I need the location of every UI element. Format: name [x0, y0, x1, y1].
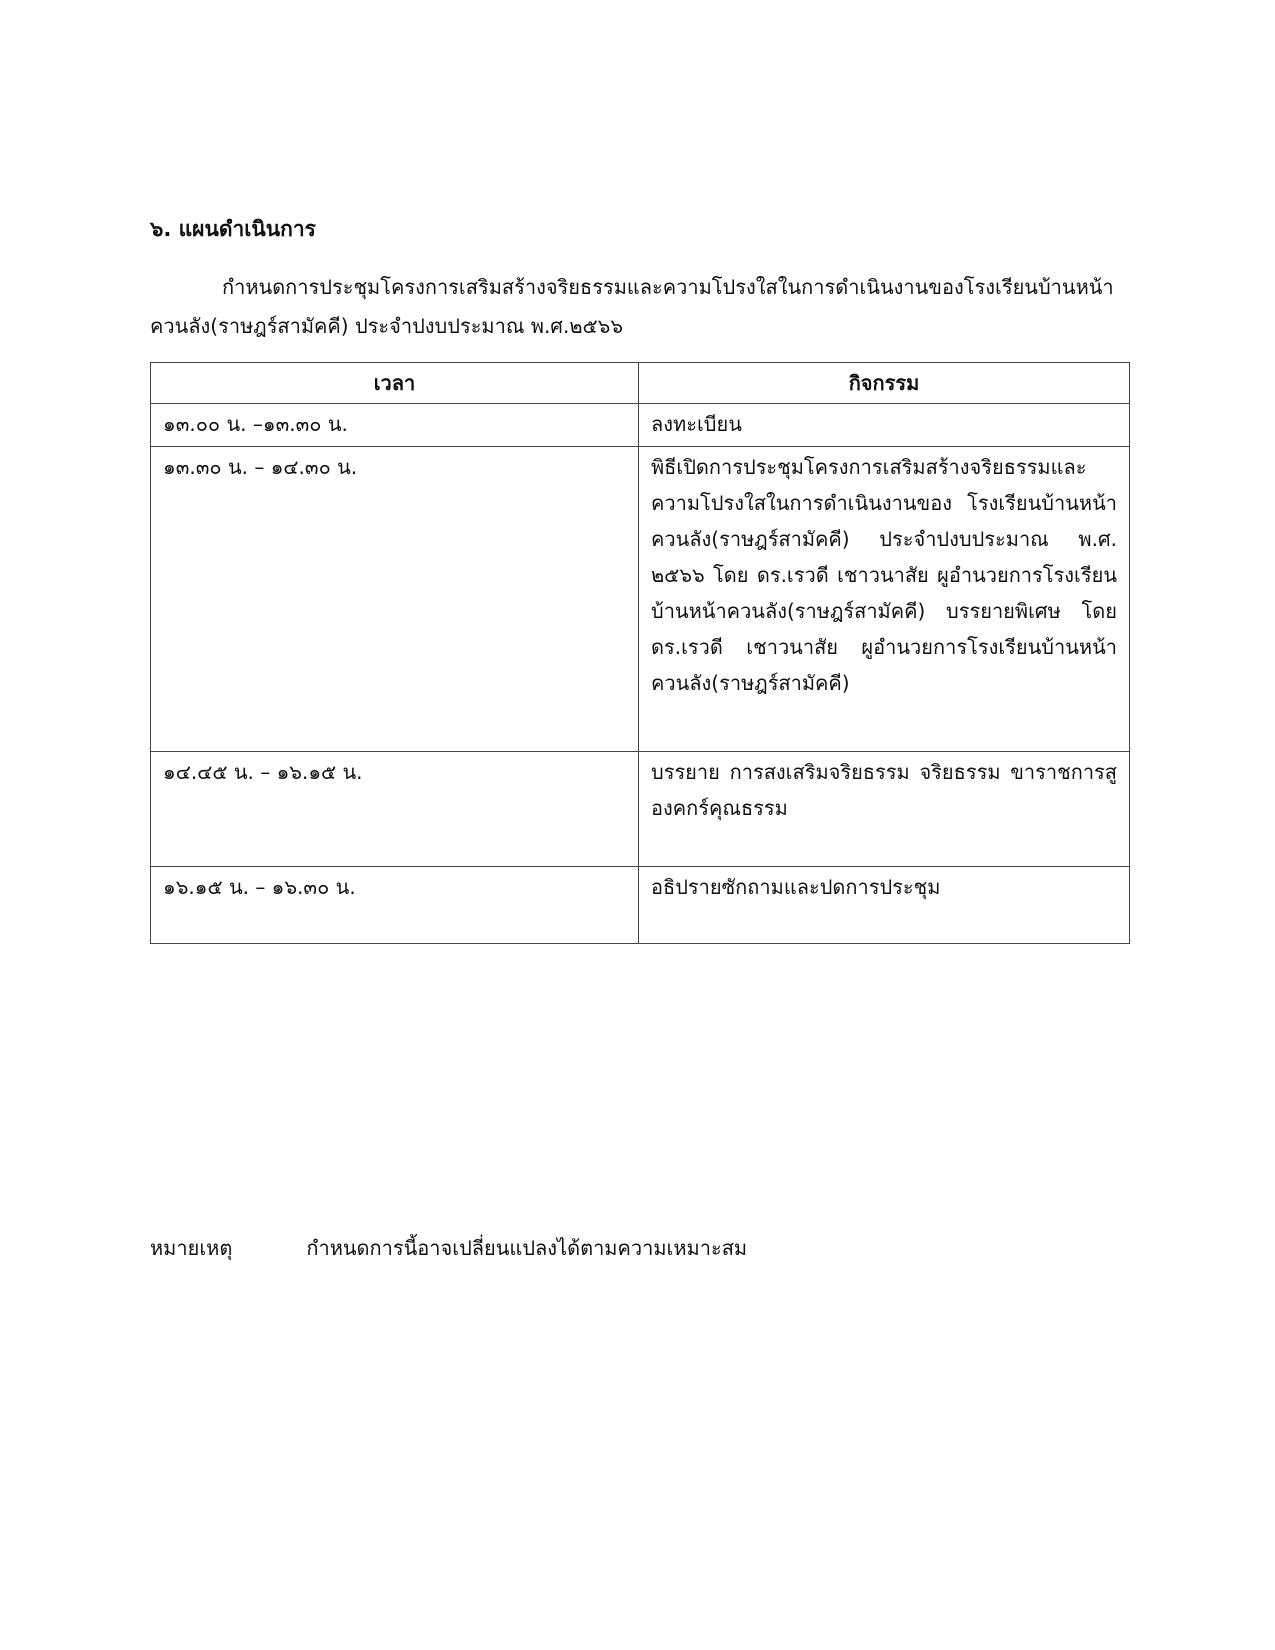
table-row — [151, 752, 1130, 867]
activity-cell: บรรยาย การสงเสริมจริยธรรม จริยธรรม ขาราชการสูองคกร์คุณธรรม — [639, 752, 1130, 867]
schedule-table — [150, 362, 1130, 944]
note-text: กำหนดการนี้อาจเปลี่ยนแปลงได้ตามความเหมาะสม — [306, 1236, 748, 1260]
intro-paragraph — [150, 268, 1130, 346]
table-row — [151, 867, 1130, 944]
table-header-row — [151, 363, 1130, 404]
section-heading: ๖. แผนดำเนินการ — [150, 217, 316, 241]
note-label: หมายเหตุ — [150, 1236, 233, 1260]
intro-line-2: ควนลัง(ราษฎร์สามัคคี) ประจำปงบประมาณ พ.ศ.๒๕๖๖ — [150, 314, 624, 338]
column-header-activity: กิจกรรม — [639, 363, 1130, 404]
activity-cell: ลงทะเบียน — [639, 404, 1130, 447]
activity-cell: อธิปรายซักถามและปดการประชุม — [639, 867, 1130, 944]
intro-line-1: กำหนดการประชุมโครงการเสริมสร้างจริยธรรมและความโปรงใสในการดำเนินงานของโรงเรียนบ้านหน้า — [222, 275, 1114, 299]
time-cell: ๑๓.๐๐ น. –๑๓.๓๐ น. — [151, 404, 639, 447]
table-row — [151, 404, 1130, 447]
time-cell: ๑๔.๔๕ น. – ๑๖.๑๕ น. — [151, 752, 639, 867]
time-cell: ๑๓.๓๐ น. – ๑๔.๓๐ น. — [151, 447, 639, 752]
activity-cell: พิธีเปิดการประชุมโครงการเสริมสร้างจริยธรรมและความโปรงใสในการดำเนินงานของ โรงเรียนบ้านหน้าควนลัง(ราษฎร์สามัคคี) ประจำปงบประมาณ พ.ศ. ๒๕๖๖ โดย ดร.เรวดี เชาวนาสัย ผูอำนวยการโรงเรียนบ้านหน้าควนลัง(ราษฎร์สามัคคี) บรรยายพิเศษ โดย ดร.เรวดี เชาวนาสัย ผูอำนวยการโรงเรียนบ้านหน้าควนลัง(ราษฎร์สามัคคี) — [639, 447, 1130, 752]
column-header-time: เวลา — [151, 363, 639, 404]
note — [150, 1230, 747, 1266]
table-row — [151, 447, 1130, 752]
time-cell: ๑๖.๑๕ น. – ๑๖.๓๐ น. — [151, 867, 639, 944]
